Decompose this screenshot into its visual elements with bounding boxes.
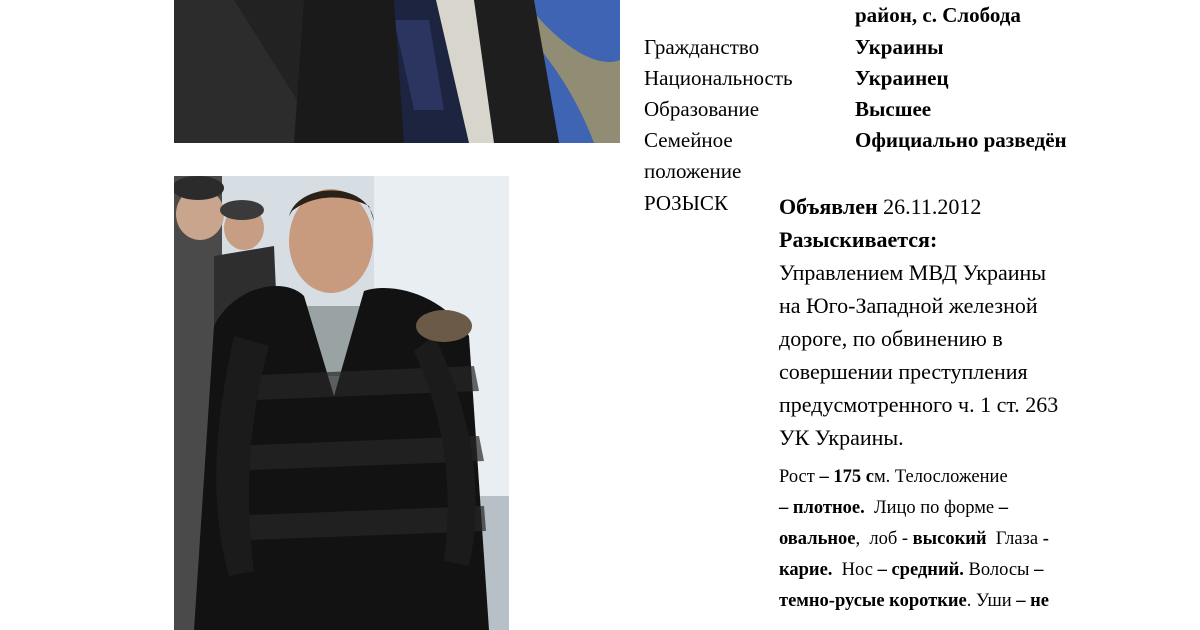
- ears-value: – не: [1016, 591, 1050, 611]
- person-photo-drawing: [174, 176, 509, 630]
- description-line: темно-русые короткие. Уши – не: [779, 591, 1050, 611]
- announced-date: 26.11.2012: [883, 194, 982, 219]
- person-photo: [174, 176, 509, 630]
- education-value: Высшее: [855, 97, 932, 121]
- forehead-value: высокий: [912, 529, 987, 549]
- nose-label: Нос: [841, 560, 873, 580]
- announced-prefix: Объявлен: [779, 194, 878, 219]
- wanted-by-heading: Разыскивается:: [779, 227, 938, 252]
- birthplace-value: район, с. Слобода: [855, 3, 1021, 27]
- face-dash: –: [998, 498, 1009, 518]
- portrait-photo-drawing: [174, 0, 620, 143]
- eyes-dash: -: [1042, 529, 1049, 549]
- eyes-value: карие.: [779, 560, 833, 580]
- description-line: овальное, лоб - высокий Глаза -: [779, 529, 1049, 549]
- height-unit: м: [873, 467, 886, 487]
- marital-status-label-line1: Семейное: [644, 128, 733, 152]
- wanted-label: РОЗЫСК: [644, 191, 728, 215]
- portrait-photo: [174, 0, 620, 143]
- description-line: [779, 493, 1159, 524]
- wanted-by-line: на Юго-Западной железной: [779, 293, 1038, 318]
- citizenship-label: Гражданство: [644, 35, 760, 59]
- face-value: овальное: [779, 529, 856, 549]
- physical-description: [779, 462, 1159, 617]
- height-value: – 175 с: [819, 467, 874, 487]
- face-label: Лицо по форме: [874, 498, 995, 518]
- wanted-by-line: предусмотренного ч. 1 ст. 263: [779, 392, 1059, 417]
- wanted-by-line: дороге, по обвинению в: [779, 326, 1003, 351]
- ears-label: Уши: [976, 591, 1012, 611]
- citizenship-value: Украины: [855, 35, 944, 59]
- marital-status-value: Официально разведён: [855, 128, 1067, 152]
- eyes-label: Глаза: [995, 529, 1039, 549]
- forehead-label: лоб -: [869, 529, 909, 549]
- hair-value: темно-русые короткие: [779, 591, 967, 611]
- height-label: Рост: [779, 467, 815, 487]
- nose-value: – средний.: [877, 560, 964, 580]
- hair-label: Волосы: [968, 560, 1030, 580]
- wanted-block: [779, 190, 1159, 617]
- build-label: Телосложение: [894, 467, 1008, 487]
- wanted-by-line: совершении преступления: [779, 359, 1028, 384]
- wanted-by-line: УК Украины.: [779, 425, 904, 450]
- wanted-by-line: Управлением МВД Украины: [779, 260, 1047, 285]
- announced-line: [779, 190, 1159, 223]
- description-line: Рост – 175 см. Телосложение: [779, 467, 1008, 487]
- education-label: Образование: [644, 97, 760, 121]
- nationality-label: Национальность: [644, 66, 793, 90]
- description-line: [779, 555, 1159, 586]
- hair-dash: –: [1034, 560, 1044, 580]
- marital-status-label-line2: положение: [644, 159, 742, 183]
- build-value: – плотное.: [779, 498, 865, 518]
- nationality-value: Украинец: [855, 66, 949, 90]
